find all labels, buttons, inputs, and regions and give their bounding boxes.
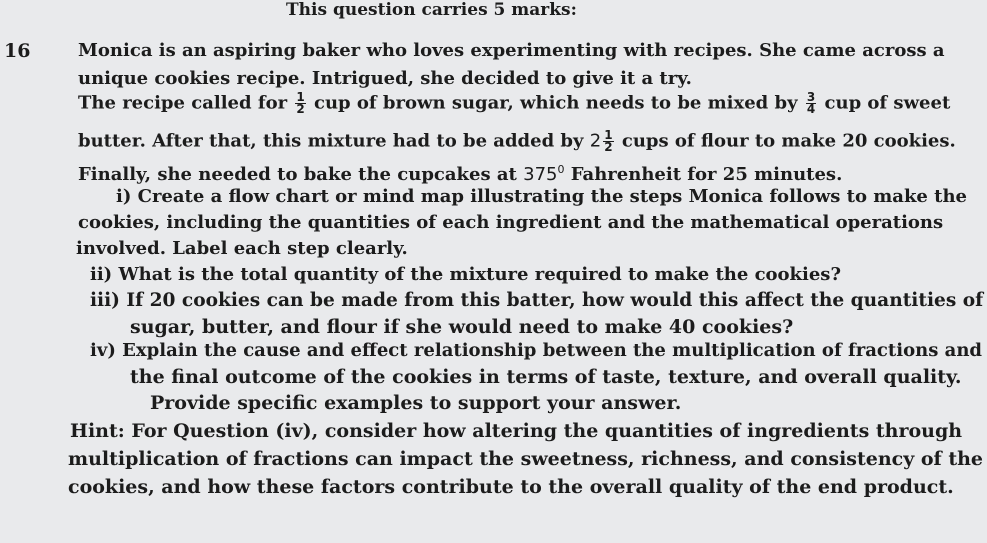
fraction-numerator: 1 — [604, 128, 613, 142]
marks-header: This question carries 5 marks: — [286, 0, 577, 20]
paragraph-line-3 — [78, 92, 950, 115]
temperature-degree: 0 — [557, 163, 565, 176]
question-number: 16 — [4, 40, 31, 62]
paragraph-line-3-text-c: cup of sweet — [824, 92, 951, 114]
paragraph-line-5-text-a: Finally, she needed to bake the cupcakes at — [78, 164, 517, 185]
part-iv-line-1: iv) Explain the cause and effect relationship between the multiplication of fractions and — [90, 340, 983, 361]
hint-line-1: Hint: For Question (iv), consider how altering the quantities of ingredients through — [70, 420, 963, 442]
part-iv-line-3: Provide specific examples to support your answer. — [150, 392, 682, 414]
fraction-denominator: 2 — [296, 102, 305, 116]
part-iii-line-2: sugar, butter, and flour if she would need to make 40 cookies? — [130, 316, 794, 338]
part-iv-line-2: the final outcome of the cookies in terms of taste, texture, and overall quality. — [130, 366, 962, 388]
fraction-brown-sugar — [295, 92, 305, 115]
part-i-line-2: cookies, including the quantities of each ingredient and the mathematical operations — [78, 212, 944, 233]
paragraph-line-1: Monica is an aspiring baker who loves experimenting with recipes. She came across a — [78, 40, 945, 61]
paragraph-line-3-text-b: cup of brown sugar, which needs to be mixed by — [314, 92, 798, 114]
paragraph-line-5-text-b: Fahrenheit for 25 minutes. — [570, 164, 843, 185]
temperature-value: 375 — [523, 164, 558, 185]
part-iii-line-1: iii) If 20 cookies can be made from this batter, how would this affect the quantities of — [90, 290, 984, 311]
fraction-numerator: 3 — [806, 90, 816, 104]
fraction-flour — [603, 130, 613, 153]
fraction-numerator: 1 — [296, 90, 305, 104]
part-i-line-3: involved. Label each step clearly. — [76, 238, 408, 259]
part-i-line-1: i) Create a flow chart or mind map illustrating the steps Monica follows to make the — [116, 186, 967, 207]
paragraph-line-5 — [78, 164, 842, 185]
paragraph-line-4-text-a: butter. After that, this mixture had to be added by — [78, 130, 584, 152]
mixed-number-whole: 2 — [589, 130, 602, 152]
paragraph-line-4 — [78, 130, 956, 153]
hint-line-2: multiplication of fractions can impact the sweetness, richness, and consistency of the — [68, 448, 984, 470]
hint-line-3: cookies, and how these factors contribute to the overall quality of the end product. — [68, 476, 954, 498]
paragraph-line-2: unique cookies recipe. Intrigued, she decided to give it a try. — [78, 68, 692, 89]
fraction-butter — [806, 92, 816, 115]
paragraph-line-4-text-b: cups of flour to make 20 cookies. — [621, 130, 956, 152]
paragraph-line-3-text-a: The recipe called for — [78, 92, 288, 114]
part-ii: ii) What is the total quantity of the mixture required to make the cookies? — [90, 264, 841, 285]
fraction-denominator: 4 — [806, 102, 816, 116]
fraction-denominator: 2 — [604, 140, 613, 154]
